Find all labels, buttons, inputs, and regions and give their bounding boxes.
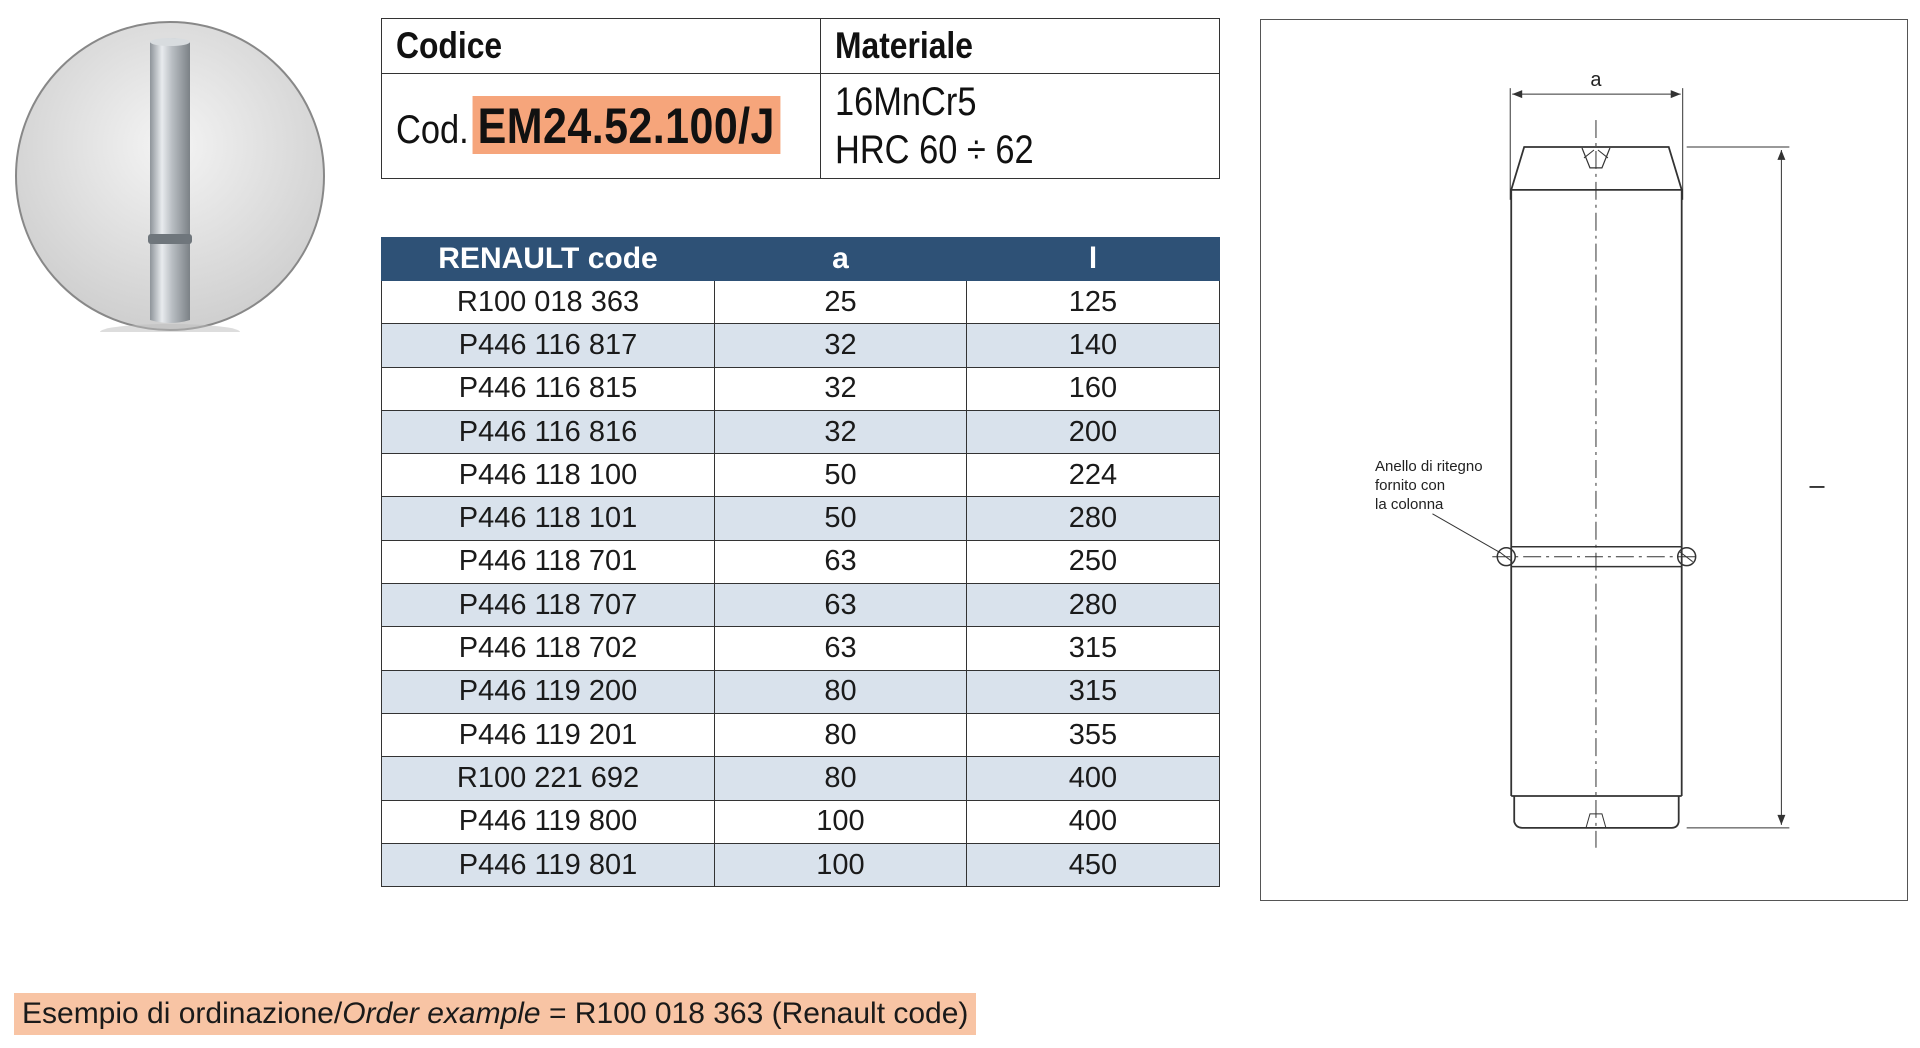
product-photo (14, 20, 326, 332)
a-cell: 100 (715, 843, 967, 886)
a-cell: 32 (715, 324, 967, 367)
renault-code-cell: P446 118 707 (382, 584, 715, 627)
a-cell: 63 (715, 584, 967, 627)
l-cell: 280 (967, 584, 1220, 627)
l-cell: 400 (967, 800, 1220, 843)
table-row (382, 497, 1220, 540)
renault-code-table (381, 237, 1220, 887)
material-hardness: HRC 60 ÷ 62 (835, 128, 1034, 172)
l-cell: 355 (967, 713, 1220, 756)
table-row (382, 540, 1220, 583)
renault-code-cell: P446 118 701 (382, 540, 715, 583)
code-label: Cod. (396, 108, 469, 152)
material-header: Materiale (821, 19, 1220, 74)
l-cell: 224 (967, 454, 1220, 497)
renault-code-cell: P446 116 816 (382, 410, 715, 453)
renault-code-cell: R100 018 363 (382, 281, 715, 324)
code-header: Codice (382, 19, 821, 74)
l-cell: 125 (967, 281, 1220, 324)
table-row (382, 627, 1220, 670)
a-cell: 100 (715, 800, 967, 843)
table-row (382, 454, 1220, 497)
a-cell: 25 (715, 281, 967, 324)
code-material-table (381, 18, 1220, 179)
table-row (382, 670, 1220, 713)
renault-code-cell: R100 221 692 (382, 757, 715, 800)
retaining-ring-note: Anello di ritegno fornito con la colonna (1375, 458, 1483, 513)
table-row (382, 713, 1220, 756)
order-example: Esempio di ordinazione/Order example = R100 018 363 (Renault code) (14, 993, 976, 1035)
renault-code-cell: P446 119 200 (382, 670, 715, 713)
column-header-renault-code: RENAULT code (382, 238, 715, 281)
table-row (382, 584, 1220, 627)
material-grade: 16MnCr5 (835, 80, 977, 124)
a-cell: 80 (715, 713, 967, 756)
table-row (382, 843, 1220, 886)
a-cell: 32 (715, 410, 967, 453)
l-cell: 450 (967, 843, 1220, 886)
l-cell: 200 (967, 410, 1220, 453)
column-header-l: l (967, 238, 1220, 281)
l-cell: 250 (967, 540, 1220, 583)
renault-code-cell: P446 116 815 (382, 367, 715, 410)
renault-code-cell: P446 116 817 (382, 324, 715, 367)
a-cell: 80 (715, 670, 967, 713)
renault-code-cell: P446 119 801 (382, 843, 715, 886)
l-cell: 140 (967, 324, 1220, 367)
a-cell: 63 (715, 627, 967, 670)
code-value: EM24.52.100/J (472, 96, 780, 154)
a-cell: 50 (715, 497, 967, 540)
a-cell: 80 (715, 757, 967, 800)
dimension-a-label: a (1590, 69, 1602, 92)
table-row (382, 410, 1220, 453)
l-cell: 160 (967, 367, 1220, 410)
dimension-l-label: l (1804, 484, 1827, 490)
renault-code-cell: P446 119 201 (382, 713, 715, 756)
code-cell (382, 74, 821, 179)
material-cell (821, 74, 1220, 179)
l-cell: 280 (967, 497, 1220, 540)
a-cell: 50 (715, 454, 967, 497)
a-cell: 32 (715, 367, 967, 410)
renault-code-cell: P446 119 800 (382, 800, 715, 843)
table-row (382, 324, 1220, 367)
column-header-a: a (715, 238, 967, 281)
technical-drawing (1260, 19, 1908, 901)
table-row (382, 757, 1220, 800)
table-row (382, 800, 1220, 843)
renault-code-cell: P446 118 100 (382, 454, 715, 497)
table-row (382, 367, 1220, 410)
l-cell: 400 (967, 757, 1220, 800)
l-cell: 315 (967, 627, 1220, 670)
renault-code-cell: P446 118 101 (382, 497, 715, 540)
l-cell: 315 (967, 670, 1220, 713)
a-cell: 63 (715, 540, 967, 583)
renault-code-cell: P446 118 702 (382, 627, 715, 670)
table-row (382, 281, 1220, 324)
